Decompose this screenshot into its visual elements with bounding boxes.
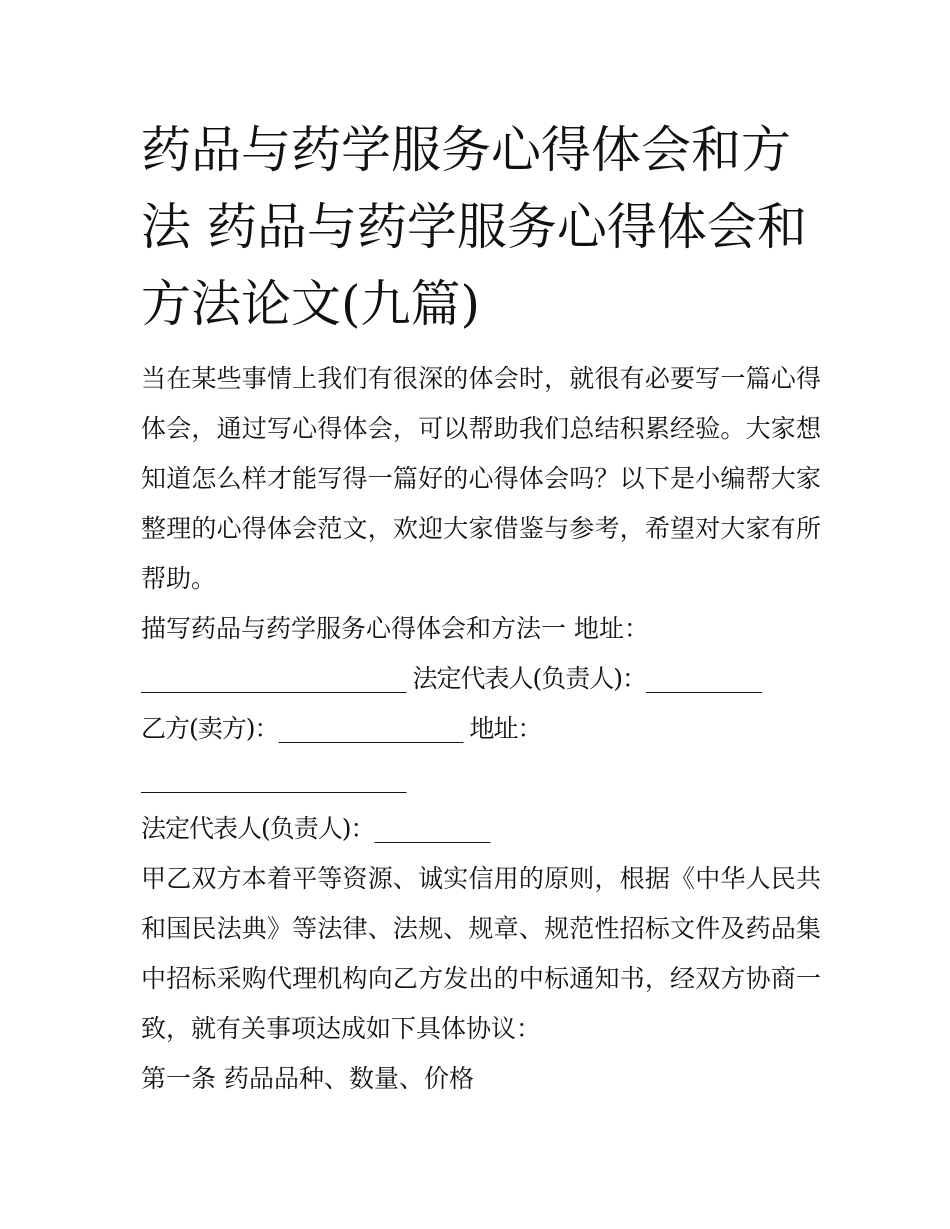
document-title: 药品与药学服务心得体会和方法 药品与药学服务心得体会和方法论文(九篇) (141, 121, 807, 333)
intro-paragraph: 当在某些事情上我们有很深的体会时，就很有必要写一篇心得体会，通过写心得体会，可以帮助我们总结积累经验。大家想知道怎么样才能写得一篇好的心得体会吗？以下是小编帮大家整理的心得体会范文，欢迎大家借鉴与参考，希望对大家有所帮助。 (141, 364, 821, 593)
article-heading: 第一条 药品品种、数量、价格 (141, 1064, 474, 1093)
agreement-paragraph: 甲乙双方本着平等资源、诚实信用的原则，根据《中华人民共和国民法典》等法律、法规、规章、规范性招标文件及药品集中招标采购代理机构向乙方发出的中标通知书，经双方协商一致，就有关事项达成如下具体协议： (141, 864, 821, 1043)
form-line-legal-rep-b: 法定代表人(负责人)：__________ (141, 814, 490, 843)
section-heading: 描写药品与药学服务心得体会和方法一 地址： (141, 614, 649, 643)
document-page (141, 112, 821, 1104)
form-line-legal-rep-a: _______________________ 法定代表人(负责人)：__________ (141, 664, 761, 693)
form-line-party-b: 乙方(卖方)：________________ 地址： (141, 714, 542, 743)
form-line-address-blank: _______________________ (141, 764, 406, 793)
